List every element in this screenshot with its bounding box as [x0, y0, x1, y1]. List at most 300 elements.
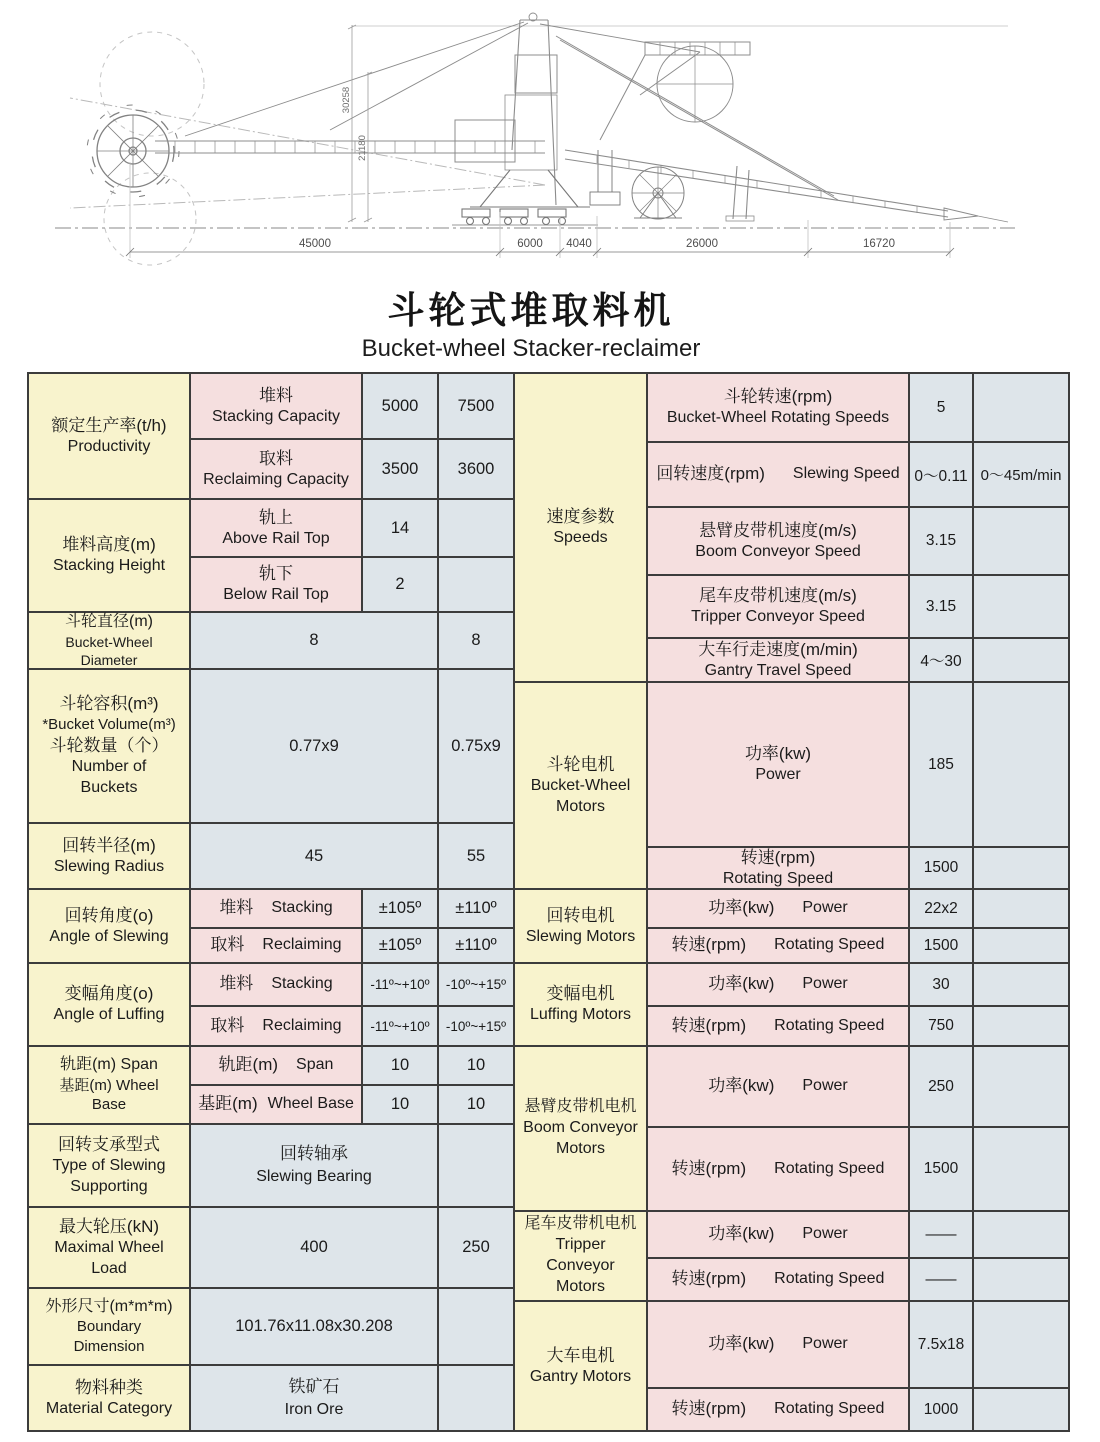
value-cell: 10 — [439, 1086, 513, 1123]
section-rows — [191, 670, 513, 822]
sublabel-en: Below Rail Top — [223, 586, 329, 604]
table-row — [191, 1208, 513, 1287]
sublabel-cell — [648, 1128, 910, 1210]
table-row — [648, 1047, 1068, 1126]
merged-en: Iron Ore — [284, 1400, 344, 1418]
page-title-en: Bucket-wheel Stacker-reclaimer — [361, 335, 701, 362]
table-row — [191, 670, 513, 822]
sublabel-en: Rotating Speed — [774, 936, 885, 954]
table-row — [191, 613, 513, 668]
sublabel-cell — [648, 1389, 910, 1430]
value-cell: 750 — [910, 1007, 974, 1045]
sublabel-cell — [648, 964, 910, 1005]
sublabel-zh: 堆料 — [219, 974, 254, 994]
value-cell: 2 — [363, 558, 439, 611]
sublabel-en: Bucket-Wheel Rotating Speeds — [666, 409, 890, 427]
sublabel-cell — [191, 929, 363, 962]
sublabel-en: Tripper Conveyor Speed — [691, 608, 865, 626]
sublabel-cell — [191, 964, 363, 1005]
label-cell — [29, 890, 191, 962]
value-cell: 3600 — [439, 440, 513, 498]
label-cell — [515, 890, 648, 962]
value-cell: 10 — [439, 1047, 513, 1084]
section-bucket-wheel-diameter — [29, 611, 513, 668]
sublabel-en: Above Rail Top — [222, 529, 330, 547]
label-zh: 回转电机 — [546, 905, 615, 925]
section-rows — [648, 890, 1068, 962]
value-cell: -10º~+15º — [439, 964, 513, 1005]
dimension-label: 6000 — [517, 238, 543, 250]
sublabel-zh: 转速(rpm) — [740, 847, 816, 867]
sublabel-cell — [191, 1007, 363, 1045]
table-row — [648, 1257, 1068, 1300]
dimension-label: 26000 — [686, 238, 718, 250]
value-cell — [974, 508, 1068, 574]
sublabel-cell — [648, 848, 910, 888]
sublabel-en: Reclaiming Capacity — [203, 470, 349, 488]
dimension-label: 16720 — [863, 238, 895, 250]
sublabel-cell — [648, 443, 910, 506]
label-zh: 悬臂皮带机电机 — [524, 1098, 637, 1116]
sublabel-en: Span — [296, 1056, 334, 1074]
section-rows — [648, 1047, 1068, 1210]
value-cell — [974, 1389, 1068, 1430]
table-row — [648, 574, 1068, 637]
dimension-label: 4040 — [566, 238, 592, 250]
merged-value-cell: 45 — [191, 824, 439, 888]
sublabel-zh: 转速(rpm) — [671, 1015, 747, 1035]
value-cell — [974, 848, 1068, 888]
machine-side-view-drawing — [0, 0, 1100, 285]
value-cell: 14 — [363, 500, 439, 556]
table-row — [191, 1084, 513, 1123]
label-en: Speeds — [553, 529, 608, 547]
boom-lowered-envelope — [104, 173, 196, 265]
mast-and-stays — [185, 13, 700, 205]
label-zh: 斗轮直径(m) — [65, 612, 153, 630]
section-luffing-motors — [515, 962, 1068, 1045]
label-en: Boundary Dimension — [73, 1318, 145, 1355]
merged-value-cell: 8 — [191, 613, 439, 668]
section-speeds — [515, 374, 1068, 681]
sublabel-zh: 尾车皮带机速度(m/s) — [699, 586, 857, 606]
label-cell — [515, 683, 648, 888]
label-cell — [515, 1302, 648, 1430]
spec-table-left-half — [29, 374, 515, 1430]
value-cell — [439, 1366, 513, 1430]
table-row — [648, 683, 1068, 846]
value-cell: ±110º — [439, 890, 513, 927]
value-cell — [974, 1302, 1068, 1387]
sublabel-cell — [648, 576, 910, 637]
sublabel-zh: 转速(rpm) — [671, 1269, 747, 1289]
value-cell: ±105º — [363, 890, 439, 927]
section-bucket-volume — [29, 668, 513, 822]
merged-value-cell — [191, 1125, 439, 1206]
merged-value-cell: 0.77x9 — [191, 670, 439, 822]
label-cell — [29, 1289, 191, 1364]
section-rows — [648, 1302, 1068, 1430]
section-angle-of-slewing — [29, 888, 513, 962]
table-row — [648, 964, 1068, 1005]
label-en: Material Category — [45, 1399, 173, 1417]
sublabel-en: Gantry Travel Speed — [704, 661, 852, 679]
label-cell — [515, 374, 648, 681]
value-cell: 0～0.11 — [910, 443, 974, 506]
section-slewing-support-type — [29, 1123, 513, 1206]
table-row — [191, 1366, 513, 1430]
sublabel-zh: 轨距(m) — [218, 1055, 279, 1075]
sublabel-en: Stacking Capacity — [211, 407, 341, 425]
sublabel-en: Rotating Speed — [722, 869, 834, 887]
sublabel-cell — [648, 890, 910, 927]
sublabel-zh: 取料 — [210, 935, 245, 955]
table-row — [648, 1212, 1068, 1257]
section-rows — [648, 1212, 1068, 1300]
label-zh: 变幅电机 — [546, 984, 615, 1004]
label-cell — [29, 824, 191, 888]
value-cell — [974, 929, 1068, 962]
value-cell: 5 — [910, 374, 974, 441]
sublabel-en: Boom Conveyor Speed — [695, 542, 861, 560]
sublabel-zh: 取料 — [259, 448, 293, 468]
table-row — [191, 964, 513, 1005]
section-rows — [191, 1289, 513, 1364]
table-row — [648, 846, 1068, 888]
section-boom-conveyor-motors — [515, 1045, 1068, 1210]
sublabel-en: Rotating Speed — [774, 1400, 885, 1418]
value-cell: 55 — [439, 824, 513, 888]
merged-zh: 铁矿石 — [288, 1376, 340, 1396]
table-row — [191, 1005, 513, 1045]
table-row — [648, 441, 1068, 506]
label-en: 基距(m) Wheel Base — [59, 1076, 159, 1114]
sublabel-en: Power — [755, 766, 801, 784]
sublabel-en: Wheel Base — [267, 1095, 354, 1113]
label-cell — [29, 1208, 191, 1287]
label-en: Angle of Luffing — [53, 1006, 165, 1024]
sublabel-zh: 悬臂皮带机速度(m/s) — [699, 520, 857, 540]
value-cell: 5000 — [363, 374, 439, 438]
table-row — [648, 1126, 1068, 1210]
sublabel-en: Power — [802, 1077, 848, 1095]
value-cell: 3.15 — [910, 508, 974, 574]
sublabel-cell — [648, 374, 910, 441]
value-cell: 10 — [363, 1047, 439, 1084]
label-en: *Bucket Volume(m³) — [42, 716, 176, 734]
value-cell — [974, 1259, 1068, 1300]
sublabel-zh: 转速(rpm) — [671, 1158, 747, 1178]
label-zh: 回转支承型式 — [58, 1134, 160, 1154]
label-zh: 斗轮电机 — [546, 754, 615, 774]
title-block — [0, 280, 1062, 363]
sublabel-cell — [648, 1007, 910, 1045]
value-cell — [439, 558, 513, 611]
value-cell — [974, 683, 1068, 846]
sublabel-zh: 回转速度(rpm) — [656, 464, 765, 484]
sublabel-cell — [191, 374, 363, 438]
sublabel-cell — [648, 508, 910, 574]
sublabel-zh: 功率(kw) — [708, 1224, 775, 1244]
section-stacking-height — [29, 498, 513, 611]
label-en: Luffing Motors — [529, 1006, 632, 1024]
value-cell: 22x2 — [910, 890, 974, 927]
label-cell — [515, 964, 648, 1045]
label-cell — [29, 670, 191, 822]
value-cell — [439, 1125, 513, 1206]
label-cell — [29, 1366, 191, 1430]
table-row — [648, 1005, 1068, 1045]
boom-truss — [155, 141, 545, 153]
vertical-dimensions — [348, 25, 372, 222]
label-cell — [29, 1125, 191, 1206]
label-zh: 物料种类 — [75, 1377, 143, 1397]
spec-table — [27, 372, 1070, 1432]
sublabel-en: Power — [802, 1225, 848, 1243]
value-cell: 8 — [439, 613, 513, 668]
sublabel-zh: 取料 — [210, 1015, 245, 1035]
label-zh: 变幅角度(o) — [64, 984, 154, 1004]
value-cell: 250 — [439, 1208, 513, 1287]
tripper-conveyor — [565, 150, 1008, 222]
label-en: Boom Conveyor Motors — [523, 1119, 638, 1157]
value-cell: 10 — [363, 1086, 439, 1123]
sublabel-en: Reclaiming — [262, 1016, 342, 1034]
section-rows — [191, 1208, 513, 1287]
value-cell — [974, 1007, 1068, 1045]
sublabel-zh: 功率(kw) — [708, 1076, 775, 1096]
sublabel-en: Stacking — [271, 975, 333, 993]
value-cell: ±110º — [439, 929, 513, 962]
bucket-wheel-drawing — [87, 105, 179, 197]
sublabel-zh: 轨上 — [259, 507, 293, 527]
section-gantry-motors — [515, 1300, 1068, 1430]
label-zh: 额定生产率(t/h) — [51, 415, 167, 435]
dimension-label-height-2: 21180 — [357, 135, 368, 161]
value-cell: 250 — [910, 1047, 974, 1126]
sublabel-en: Power — [802, 899, 848, 917]
value-cell — [974, 374, 1068, 441]
counterweight-structure — [455, 36, 838, 200]
section-rows — [191, 890, 513, 962]
section-rows — [191, 964, 513, 1045]
table-row — [191, 1125, 513, 1206]
sublabel-zh: 斗轮转速(rpm) — [723, 387, 833, 407]
table-row — [648, 374, 1068, 441]
value-cell: 1000 — [910, 1389, 974, 1430]
table-row — [191, 438, 513, 498]
label-en: Type of Slewing Supporting — [52, 1156, 166, 1195]
sublabel-zh: 大车行走速度(m/min) — [698, 639, 858, 659]
sublabel-zh: 功率(kw) — [708, 898, 775, 918]
sublabel-zh: 堆料 — [259, 385, 293, 405]
section-material-category — [29, 1364, 513, 1430]
label-cell — [515, 1212, 648, 1300]
table-row — [648, 506, 1068, 574]
value-cell: -10º~+15º — [439, 1007, 513, 1045]
table-row — [648, 927, 1068, 962]
section-angle-of-luffing — [29, 962, 513, 1045]
label-cell — [515, 1047, 648, 1210]
page-title-zh: 斗轮式堆取料机 — [387, 290, 675, 331]
value-cell — [974, 639, 1068, 681]
merged-zh: 回转轴承 — [280, 1144, 348, 1164]
value-cell: 1500 — [910, 848, 974, 888]
spec-table-right-half — [515, 374, 1068, 1430]
sublabel-en: Reclaiming — [262, 936, 342, 954]
dimension-label: 45000 — [299, 238, 331, 250]
sublabel-en: Rotating Speed — [774, 1270, 885, 1288]
sublabel-zh: 转速(rpm) — [671, 1399, 747, 1419]
value-cell: 185 — [910, 683, 974, 846]
value-cell: —— — [910, 1212, 974, 1257]
label-en: Gantry Motors — [529, 1367, 632, 1385]
label-en: Angle of Slewing — [49, 927, 169, 945]
sublabel-en: Rotating Speed — [774, 1159, 885, 1177]
value-cell: 3.15 — [910, 576, 974, 637]
label-cell — [29, 374, 191, 498]
value-cell — [974, 576, 1068, 637]
value-cell — [974, 1047, 1068, 1126]
label-en: Productivity — [67, 437, 151, 455]
label-en: Slewing Motors — [525, 927, 636, 945]
section-bucket-wheel-motors — [515, 681, 1068, 888]
section-productivity — [29, 374, 513, 498]
table-row — [191, 927, 513, 962]
sublabel-zh: 功率(kw) — [744, 744, 812, 764]
value-cell: 0.75x9 — [439, 670, 513, 822]
sublabel-cell — [648, 1259, 910, 1300]
sublabel-en: Slewing Speed — [792, 465, 900, 483]
section-rows — [191, 824, 513, 888]
section-rows — [648, 374, 1068, 681]
label-en: Bucket-Wheel Motors — [530, 776, 631, 815]
label-en: Maximal Wheel Load — [54, 1238, 164, 1277]
value-cell: 3500 — [363, 440, 439, 498]
label-zh: 外形尺寸(m*m*m) — [45, 1297, 173, 1315]
table-row — [191, 556, 513, 611]
label-en: Stacking Height — [52, 557, 166, 575]
sublabel-cell — [191, 440, 363, 498]
value-cell: —— — [910, 1259, 974, 1300]
section-slewing-motors — [515, 888, 1068, 962]
sublabel-cell — [191, 1086, 363, 1123]
value-cell: 30 — [910, 964, 974, 1005]
section-rows — [191, 500, 513, 611]
value-cell: 1500 — [910, 929, 974, 962]
label-cell — [29, 964, 191, 1045]
sublabel-cell — [191, 890, 363, 927]
section-rows — [191, 1125, 513, 1206]
label-zh: 堆料高度(m) — [62, 535, 156, 555]
value-cell: 4～30 — [910, 639, 974, 681]
section-max-wheel-load — [29, 1206, 513, 1287]
label-en: Tripper Conveyor Motors — [546, 1236, 615, 1295]
section-rows — [191, 374, 513, 498]
table-row — [648, 1302, 1068, 1387]
label-en: Number of Buckets — [71, 758, 147, 796]
value-cell: 7.5x18 — [910, 1302, 974, 1387]
label-en: Bucket-Wheel Diameter — [65, 633, 153, 668]
section-boundary-dimension — [29, 1287, 513, 1364]
label-zh: 速度参数 — [546, 507, 615, 527]
sublabel-zh: 功率(kw) — [708, 1334, 775, 1354]
gantry-portal-bogies — [452, 150, 620, 225]
section-rows — [191, 1366, 513, 1430]
sublabel-cell — [648, 929, 910, 962]
section-span-wheelbase — [29, 1045, 513, 1123]
label-zh: 尾车皮带机电机 — [524, 1215, 637, 1233]
value-cell — [439, 1289, 513, 1364]
label-zh: 斗轮数量（个） — [49, 735, 169, 755]
table-row — [191, 824, 513, 888]
sublabel-en: Power — [802, 1335, 848, 1353]
value-cell: 1500 — [910, 1128, 974, 1210]
table-row — [648, 890, 1068, 927]
table-row — [648, 1387, 1068, 1430]
label-zh: 大车电机 — [546, 1345, 615, 1365]
merged-value-cell: 400 — [191, 1208, 439, 1287]
cable-reel — [632, 167, 684, 219]
section-tripper-conveyor-motors — [515, 1210, 1068, 1300]
value-cell: -11º~+10º — [363, 1007, 439, 1045]
label-zh: 回转半径(m) — [62, 835, 156, 855]
value-cell — [974, 1212, 1068, 1257]
label-cell — [29, 500, 191, 611]
value-cell — [974, 890, 1068, 927]
label-zh: 轨距(m) Span — [60, 1056, 158, 1074]
section-rows — [648, 683, 1068, 888]
section-rows — [191, 1047, 513, 1123]
table-row — [191, 1289, 513, 1364]
value-cell — [974, 964, 1068, 1005]
value-cell — [439, 500, 513, 556]
label-zh: 斗轮容积(m³) — [59, 694, 159, 714]
dimension-label-height: 30258 — [341, 86, 352, 114]
table-row — [191, 890, 513, 927]
label-zh: 回转角度(o) — [64, 905, 154, 925]
value-cell: 0～45m/min — [974, 443, 1068, 506]
sublabel-en: Power — [802, 975, 848, 993]
sublabel-zh: 轨下 — [259, 564, 293, 584]
value-cell: 7500 — [439, 374, 513, 438]
sublabel-cell — [191, 558, 363, 611]
sublabel-zh: 堆料 — [219, 898, 254, 918]
label-cell — [29, 1047, 191, 1123]
section-rows — [191, 613, 513, 668]
sublabel-cell — [648, 1047, 910, 1126]
value-cell — [974, 1128, 1068, 1210]
sublabel-en: Rotating Speed — [774, 1016, 885, 1034]
sublabel-zh: 功率(kw) — [708, 974, 775, 994]
sublabel-cell — [648, 1302, 910, 1387]
merged-value-cell: 101.76x11.08x30.208 — [191, 1289, 439, 1364]
sublabel-zh: 基距(m) — [198, 1094, 258, 1114]
table-row — [191, 374, 513, 438]
value-cell: -11º~+10º — [363, 964, 439, 1005]
sublabel-zh: 转速(rpm) — [671, 935, 747, 955]
sublabel-cell — [648, 639, 910, 681]
merged-en: Slewing Bearing — [256, 1168, 372, 1186]
sublabel-cell — [648, 1212, 910, 1257]
sublabel-cell — [648, 683, 910, 846]
label-cell — [29, 613, 191, 668]
label-zh: 最大轮压(kN) — [58, 1216, 160, 1236]
section-slewing-radius — [29, 822, 513, 888]
sublabel-cell — [191, 500, 363, 556]
table-row — [191, 500, 513, 556]
sublabel-cell — [191, 1047, 363, 1084]
